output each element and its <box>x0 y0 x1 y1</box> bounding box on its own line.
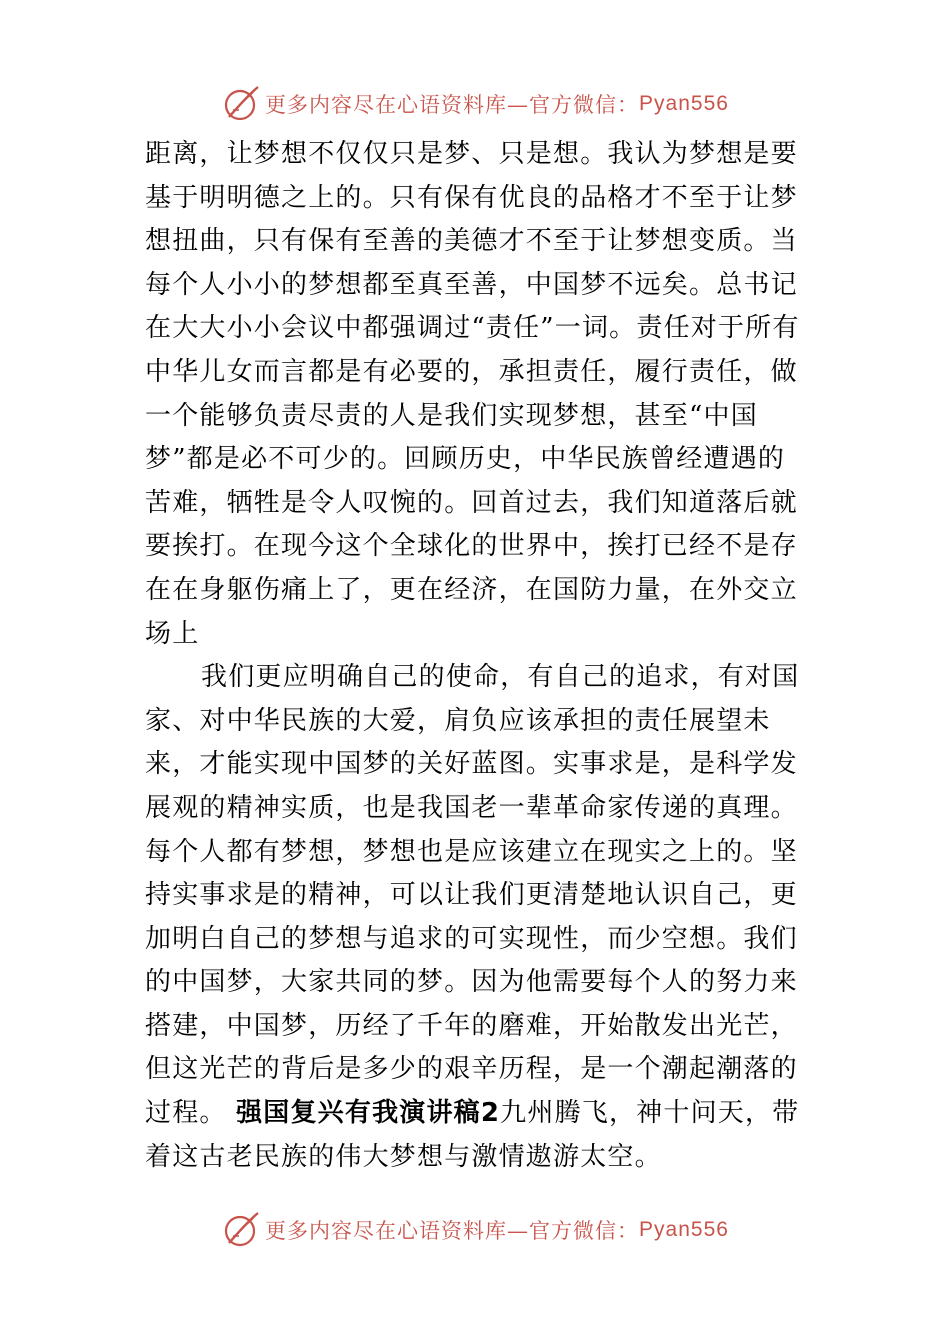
paragraph-2 <box>145 656 807 1179</box>
paragraph-2-text: 我们更应明确自己的使命，有自己的追求，有对国家、对中华民族的大爱，肩负应该承担的责任展望未来，才能实现中国梦的关好蓝图。实事求是，是科学发展观的精神实质，也是我国老一辈革命家传递的真理。每个人都有梦想，梦想也是应该建立在现实之上的。坚持实事求是的精神，可以让我们更清楚地认识自己，更加明白自己的梦想与追求的可实现性，而少空想。我们的中国梦，大家共同的梦。因为他需要每个人的努力来搭建，中国梦，历经了千年的磨难，开始散发出光芒，但这光芒的背后是多少的艰辛历程，是一个潮起潮落的过程。 <box>145 662 800 1129</box>
header-banner <box>0 84 950 124</box>
document-body <box>145 133 807 1179</box>
wechat-id: Pyan556 <box>639 92 729 115</box>
quill-logo-icon <box>221 84 261 124</box>
paragraph-3-text: 九州腾飞，神十问天，带着这古老民族的伟大梦想与激情遨游太空。 <box>145 1098 800 1172</box>
paragraph-1: 距离，让梦想不仅仅只是梦、只是想。我认为梦想是要基于明明德之上的。只有保有优良的品格才不至于让梦想扭曲，只有保有至善的美德才不至于让梦想变质。当每个人小小的梦想都至真至善，中国梦不远矣。总书记在大大小小会议中都强调过“责任”一词。责任对于所有中华儿女而言都是有必要的，承担责任，履行责任，做一个能够负责尽责的人是我们实现梦想，甚至“中国梦”都是必不可少的。回顾历史，中华民族曾经遭遇的苦难，牺牲是令人叹惋的。回首过去，我们知道落后就要挨打。在现今这个全球化的世界中，挨打已经不是存在在身躯伤痛上了，更在经济，在国防力量，在外交立场上 <box>145 139 800 649</box>
footer-banner <box>0 1210 950 1250</box>
quill-logo-icon <box>221 1210 261 1250</box>
banner-text: 更多内容尽在心语资料库—官方微信： <box>265 1219 640 1243</box>
wechat-id: Pyan556 <box>639 1218 729 1241</box>
banner-text: 更多内容尽在心语资料库—官方微信： <box>265 93 640 117</box>
section-title: 强国复兴有我演讲稿2 <box>236 1098 501 1129</box>
